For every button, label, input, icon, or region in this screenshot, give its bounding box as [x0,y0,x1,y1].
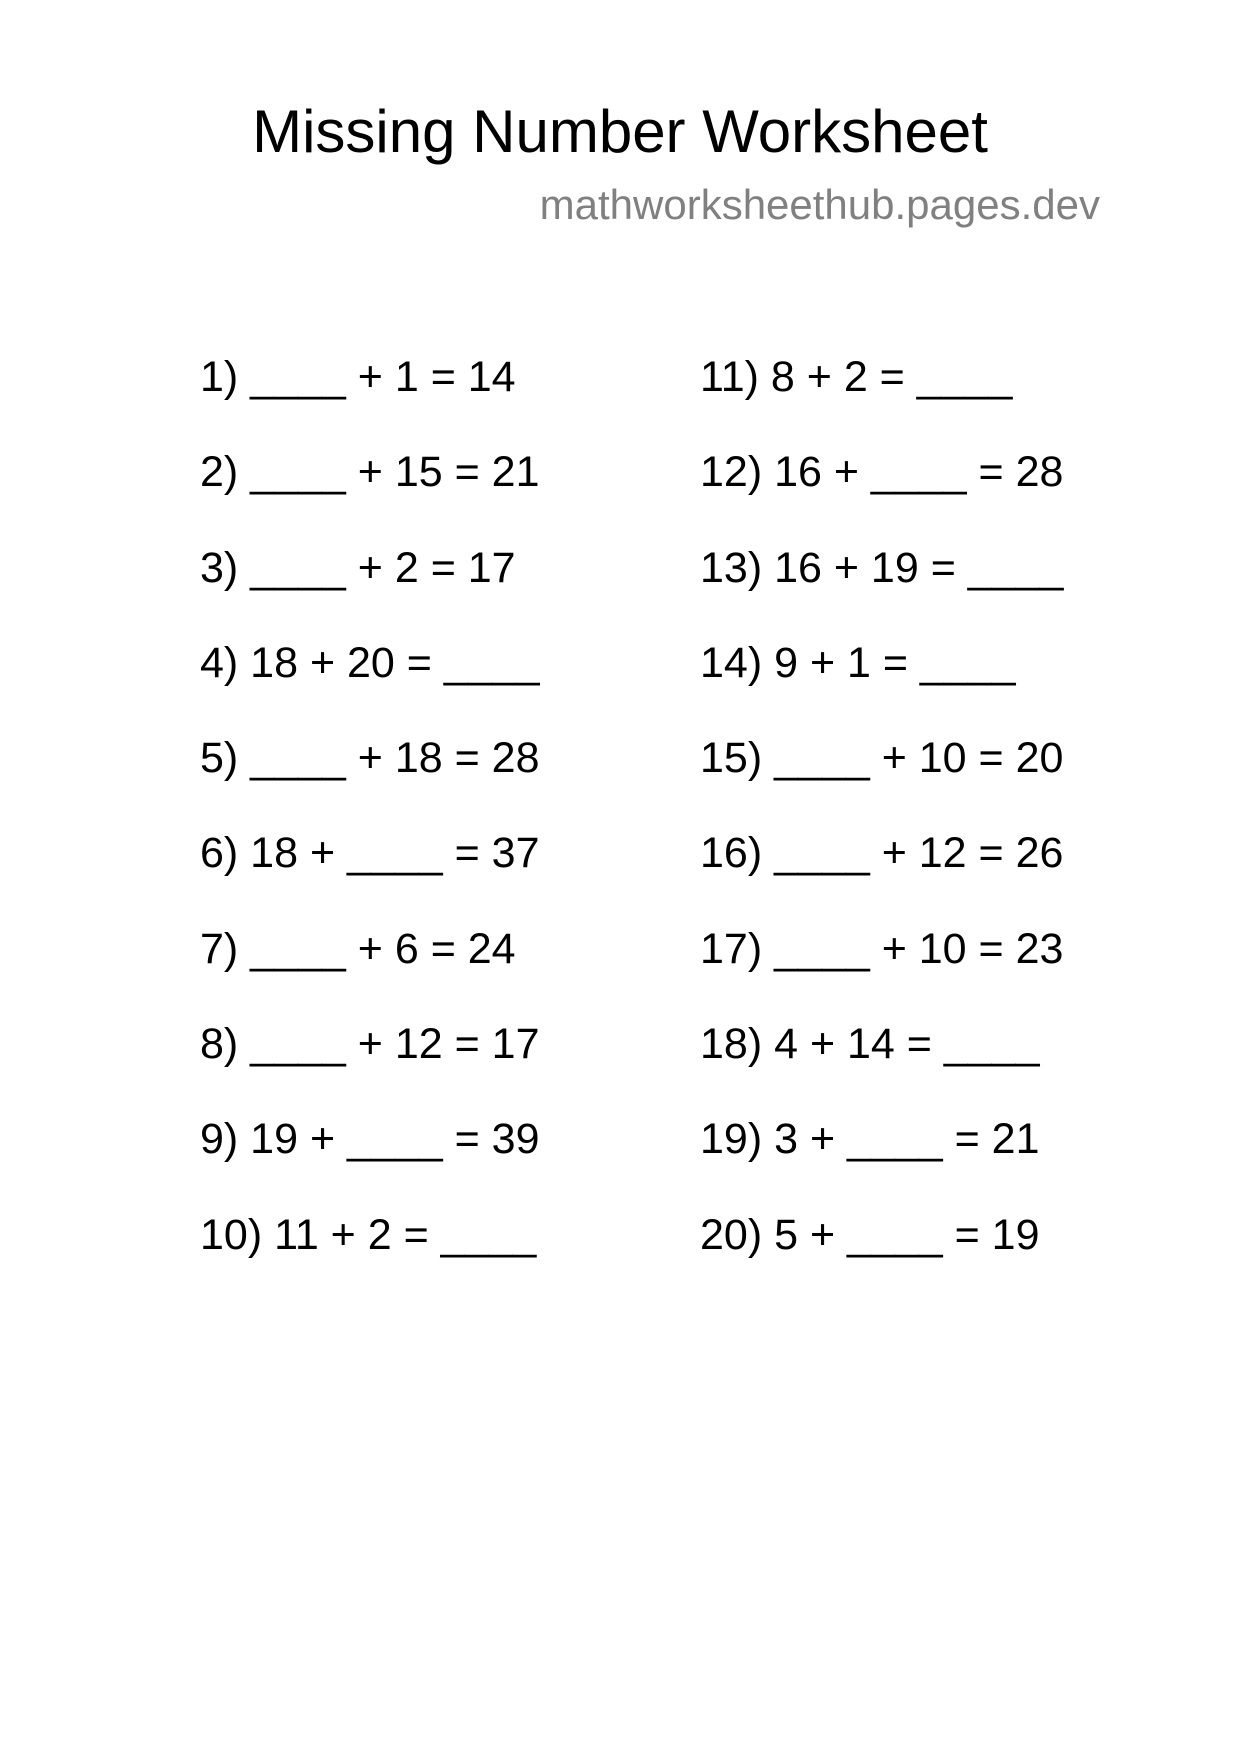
problem-14: 14) 9 + 1 = ____ [700,638,1016,687]
problem-9: 9) 19 + ____ = 39 [200,1115,540,1164]
problem-4: 4) 18 + 20 = ____ [200,638,540,687]
problem-18: 18) 4 + 14 = ____ [700,1020,1040,1069]
worksheet-title: Missing Number Worksheet [252,98,988,165]
problem-20: 20) 5 + ____ = 19 [700,1210,1040,1259]
problem-16: 16) ____ + 12 = 26 [700,829,1064,878]
problem-13: 13) 16 + 19 = ____ [700,543,1064,592]
problem-column-left [200,352,540,1305]
problem-column-right [700,352,1063,1305]
problem-6: 6) 18 + ____ = 37 [200,829,540,878]
problem-17: 17) ____ + 10 = 23 [700,924,1064,973]
problem-19: 19) 3 + ____ = 21 [700,1115,1040,1164]
problem-7: 7) ____ + 6 = 24 [200,924,516,973]
problem-8: 8) ____ + 12 = 17 [200,1020,540,1069]
problem-3: 3) ____ + 2 = 17 [200,543,516,592]
problem-15: 15) ____ + 10 = 20 [700,734,1064,783]
problem-12: 12) 16 + ____ = 28 [700,448,1064,497]
problem-5: 5) ____ + 18 = 28 [200,734,540,783]
problem-11: 11) 8 + 2 = ____ [700,353,1013,401]
worksheet-source: mathworksheethub.pages.dev [539,181,1100,228]
problem-10: 10) 11 + 2 = ____ [200,1210,537,1259]
problem-2: 2) ____ + 15 = 21 [200,448,540,497]
problem-1: 1) ____ + 1 = 14 [200,353,516,401]
